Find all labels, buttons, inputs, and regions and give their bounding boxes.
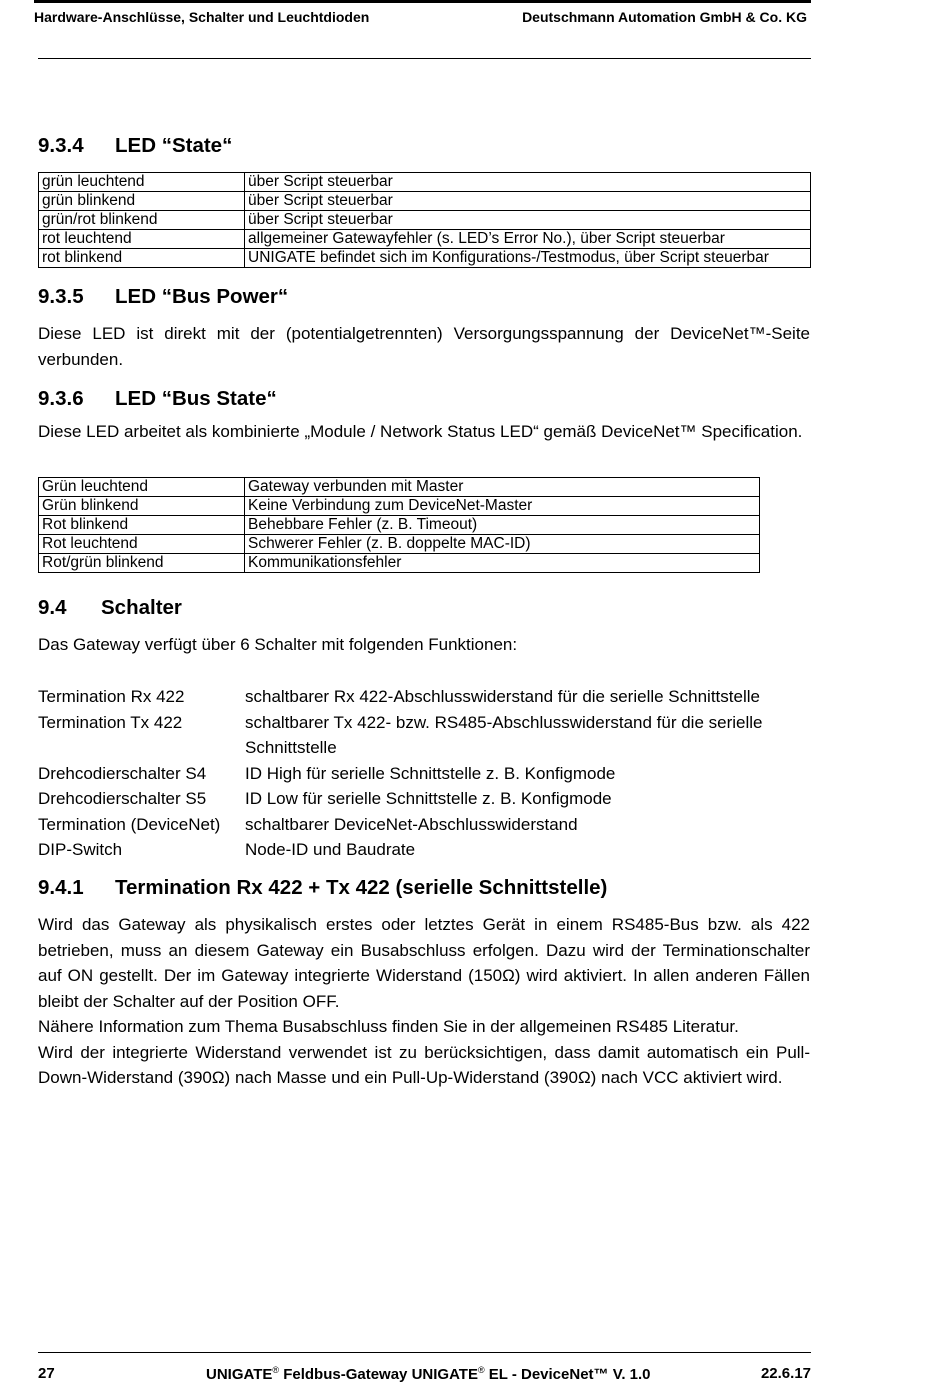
- led-bus-state-table: [38, 477, 760, 573]
- table-cell: über Script steuerbar: [245, 211, 811, 230]
- table-cell: Grün leuchtend: [39, 478, 245, 497]
- footer-divider: [38, 1352, 811, 1353]
- header-company: Deutschmann Automation GmbH & Co. KG: [522, 9, 807, 25]
- paragraph-bus-power: Diese LED ist direkt mit der (potentialgetrennten) Versorgungsspannung der DeviceNet™-Seite verbunden.: [38, 324, 810, 369]
- paragraph-termination-1: Wird das Gateway als physikalisch erstes oder letztes Gerät in einem RS485-Bus bzw. als 422 betrieben, muss an diesem Gateway ein Busabschluss erfolgen. Dazu wird der Terminationschalter auf ON gestellt. Der im Gateway integrierte Widerstand (150Ω) wird aktiviert. In allen anderen Fällen bleibt der Schalter auf der Position OFF.: [38, 915, 810, 1011]
- header-chapter-title: Hardware-Anschlüsse, Schalter und Leuchtdioden: [34, 9, 370, 25]
- table-cell: grün/rot blinkend: [39, 211, 245, 230]
- switch-name: Termination (DeviceNet): [38, 814, 221, 834]
- list-item: [38, 812, 810, 838]
- section-number: 9.4: [38, 596, 67, 619]
- table-row: [39, 497, 760, 516]
- switch-list: [38, 684, 810, 863]
- list-item: [38, 684, 810, 710]
- switch-description: ID High für serielle Schnittstelle z. B. Konfigmode: [245, 763, 616, 783]
- section-number: 9.4.1: [38, 876, 84, 899]
- table-cell: Behebbare Fehler (z. B. Timeout): [245, 516, 760, 535]
- list-item: [38, 761, 810, 787]
- table-row: [39, 230, 811, 249]
- table-row: [39, 173, 811, 192]
- switch-description: ID Low für serielle Schnittstelle z. B. Konfigmode: [245, 789, 612, 808]
- paragraph-termination-3: Wird der integrierte Widerstand verwendet ist zu berücksichtigen, dass damit automatisch ein Pull-Down-Widerstand (390Ω) nach Masse und ein Pull-Up-Widerstand (390Ω) nach VCC aktiviert wird.: [38, 1042, 810, 1087]
- table-cell: über Script steuerbar: [245, 192, 811, 211]
- table-cell: Kommunikationsfehler: [245, 554, 760, 573]
- section-number: 9.3.5: [38, 285, 84, 308]
- table-row: [39, 516, 760, 535]
- table-cell: UNIGATE befindet sich im Konfigurations-/Testmodus, über Script steuerbar: [245, 249, 811, 268]
- section-title: LED “State“: [115, 134, 233, 157]
- switch-description: schaltbarer DeviceNet-Abschlusswiderstand: [245, 814, 578, 834]
- section-title: LED “Bus Power“: [115, 285, 289, 308]
- table-row: [39, 478, 760, 497]
- page-number: 27: [38, 1365, 55, 1382]
- list-item: [38, 786, 810, 812]
- footer-date: 22.6.17: [760, 1365, 811, 1382]
- footer-brand: UNIGATE: [206, 1366, 273, 1383]
- table-cell: grün blinkend: [39, 192, 245, 211]
- table-cell: Gateway verbunden mit Master: [245, 478, 760, 497]
- paragraph-schalter-intro: Das Gateway verfügt über 6 Schalter mit folgenden Funktionen:: [38, 635, 518, 654]
- table-cell: Keine Verbindung zum DeviceNet-Master: [245, 497, 760, 516]
- table-cell: Schwerer Fehler (z. B. doppelte MAC-ID): [245, 535, 760, 554]
- header-divider: [38, 58, 811, 59]
- section-heading-9-4-1: [38, 876, 607, 900]
- header-rule-top: [34, 0, 811, 3]
- footer-title: [206, 1365, 651, 1383]
- table-cell: grün leuchtend: [39, 173, 245, 192]
- section-title: Schalter: [101, 596, 182, 619]
- switch-name: DIP-Switch: [38, 840, 123, 859]
- table-row: [39, 211, 811, 230]
- switch-name: Termination Rx 422: [38, 687, 185, 706]
- section-number: 9.3.6: [38, 387, 84, 410]
- paragraph-termination-2: Nähere Information zum Thema Busabschluss finden Sie in der allgemeinen RS485 Literatur.: [38, 1017, 739, 1036]
- table-cell: über Script steuerbar: [245, 173, 811, 192]
- switch-description: Node-ID und Baudrate: [245, 840, 416, 859]
- section-title: LED “Bus State“: [115, 387, 277, 410]
- table-row: [39, 249, 811, 268]
- table-cell: Rot/grün blinkend: [39, 554, 245, 573]
- switch-name: Drehcodierschalter S4: [38, 763, 207, 783]
- list-item: [38, 710, 810, 761]
- table-row: [39, 554, 760, 573]
- footer-title-mid: Feldbus-Gateway UNIGATE: [279, 1366, 478, 1383]
- switch-description: schaltbarer Rx 422-Abschlusswiderstand für die serielle Schnittstelle: [245, 687, 760, 706]
- termination-text: [38, 912, 810, 1091]
- table-cell: Rot leuchtend: [39, 535, 245, 554]
- section-heading-9-3-5: [38, 285, 288, 309]
- section-title: Termination Rx 422 + Tx 422 (serielle Schnittstelle): [115, 876, 608, 899]
- section-heading-9-4: [38, 596, 182, 620]
- registered-mark: ®: [272, 1365, 280, 1375]
- list-item: [38, 837, 810, 863]
- footer-title-end: EL - DeviceNet™ V. 1.0: [484, 1366, 651, 1383]
- registered-mark: ®: [477, 1365, 485, 1375]
- table-cell: Rot blinkend: [39, 516, 245, 535]
- paragraph-bus-state: Diese LED arbeitet als kombinierte „Module / Network Status LED“ gemäß DeviceNet™ Specification.: [38, 422, 803, 441]
- section-heading-9-3-4: [38, 134, 232, 158]
- table-cell: rot blinkend: [39, 249, 245, 268]
- table-cell: Grün blinkend: [39, 497, 245, 516]
- section-heading-9-3-6: [38, 387, 277, 411]
- section-number: 9.3.4: [38, 134, 84, 157]
- table-cell: allgemeiner Gatewayfehler (s. LED’s Error No.), über Script steuerbar: [245, 230, 811, 249]
- table-row: [39, 192, 811, 211]
- table-row: [39, 535, 760, 554]
- table-cell: rot leuchtend: [39, 230, 245, 249]
- led-state-table: [38, 172, 811, 268]
- switch-name: Drehcodierschalter S5: [38, 789, 207, 808]
- switch-description: schaltbarer Tx 422- bzw. RS485-Abschlusswiderstand für die serielle Schnittstelle: [245, 712, 763, 757]
- switch-name: Termination Tx 422: [38, 712, 183, 732]
